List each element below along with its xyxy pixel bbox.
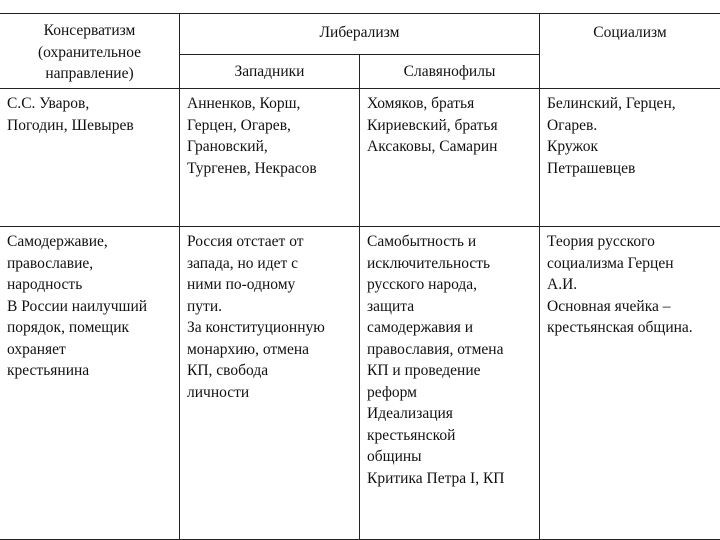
cell-socialism-representatives: Белинский, Герцен, Огарев. Кружок Петрашевцев — [547, 95, 676, 177]
header-row-divider — [0, 88, 720, 89]
row-divider — [0, 226, 720, 227]
header-liberalism: Либерализм — [319, 24, 400, 41]
column-divider — [539, 13, 540, 540]
cell-conservatism-ideas: Самодержавие, православие, народность В России наилучший порядок, помещик охраняет крестьянина — [7, 233, 148, 379]
cell-socialism-ideas: Теория русского социализма Герцен А.И. Основная ячейка – крестьянская община. — [547, 233, 693, 336]
column-divider — [179, 13, 180, 540]
header-slavophiles: Славянофилы — [403, 63, 496, 80]
cell-slavophiles-representatives: Хомяков, братья Кириевский, братья Аксаковы, Самарин — [367, 95, 498, 155]
column-divider — [359, 54, 360, 540]
cell-slavophiles-ideas: Самобытность и исключительность русского народа, защита самодержавия и православия, отмена КП и проведение реформ Идеализация крестьянской общины Критика Петра I, КП — [367, 233, 505, 487]
table-border-top — [0, 13, 720, 14]
header-conservatism: Консерватизм (охранительное направление) — [37, 22, 142, 82]
cell-westerners-representatives: Анненков, Корш, Герцен, Огарев, Грановский, Тургенев, Некрасов — [187, 95, 317, 177]
header-westerners: Западники — [234, 63, 305, 80]
header-socialism: Социализм — [593, 24, 667, 41]
cell-westerners-ideas: Россия отстает от запада, но идет с ними по-одному пути. За конституционную монархию, отмена КП, свобода личности — [187, 233, 325, 401]
cell-conservatism-representatives: С.С. Уваров, Погодин, Шевырев — [7, 95, 134, 134]
